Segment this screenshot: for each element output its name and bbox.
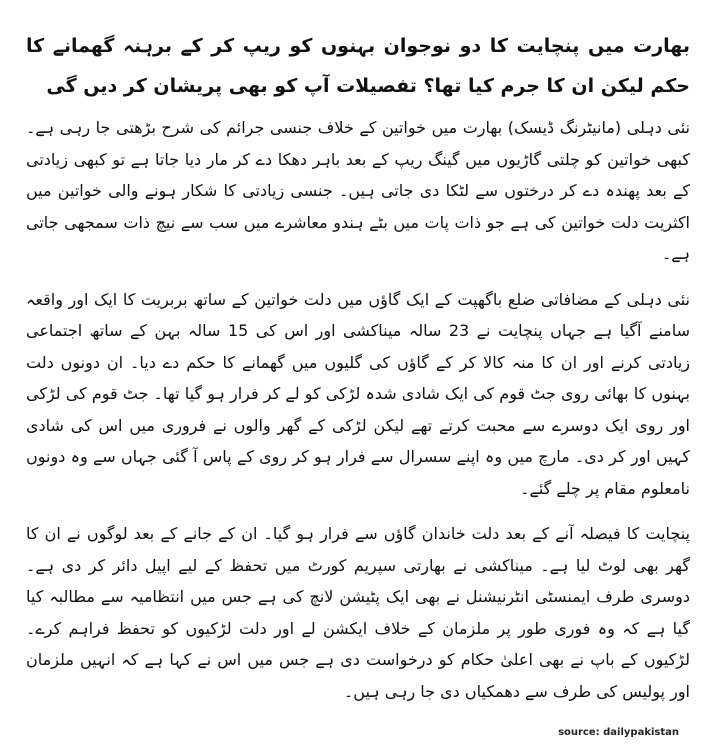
source-credit: source: dailypakistan [558,727,679,738]
headline: بھارت میں پنچایت کا دو نوجوان بہنوں کو ریپ کر کے برہنہ گھمانے کا حکم لیکن ان کا جرم کیا تھا؟ تفصیلات آپ کو بھی پریشان کر دیں گی [26,35,690,97]
paragraph-1: نئی دہلی (مانیٹرنگ ڈیسک) بھارت میں خواتین کے خلاف جنسی جرائم کی شرح بڑھتی جا رہی ہے۔ کبھی خواتین کو چلتی گاڑیوں میں گینگ ریپ کے بعد باہر دھکا دے کر مار دیا جاتا ہے تو کبھی زیادتی کے بعد پھندہ دے کر درختوں سے لٹکا دی جاتی ہیں۔ جنسی زیادتی کا شکار ہونے والی خواتین میں اکثریت دلت خواتین کی ہے جو ذات پات میں بٹے ہندو معاشرے میں سب سے نیچ ذات سمجھی جاتی ہے۔ [26,118,690,263]
paragraph-2: نئی دہلی کے مضافاتی ضلع باگھپت کے ایک گاؤں میں دلت خواتین کے ساتھ بربریت کا ایک اور واقعہ سامنے آگیا ہے جہاں پنچایت نے 23 سالہ میناکشی اور اس کی 15 سالہ بہن کے ساتھ اجتماعی زیادتی کرنے اور ان کا منہ کالا کر کے گاؤں کی گلیوں میں گھمانے کا حکم دے دیا۔ ان دونوں دلت بہنوں کا بھائی روی جٹ قوم کی ایک شادی شدہ لڑکی کو لے کر فرار ہو گیا تھا۔ جٹ قوم کی لڑکی اور روی ایک دوسرے سے محبت کرتے تھے لیکن لڑکی کے گھر والوں نے فروری میں اس کی شادی کہیں اور کر دی۔ مارچ میں وہ اپنے سسرال سے فرار ہو کر روی کے پاس آ گئی جہاں سے وہ دونوں نامعلوم مقام پر چلے گئے۔ [26,289,690,498]
article [26,26,690,721]
paragraph-3: پنچایت کا فیصلہ آنے کے بعد دلت خاندان گاؤں سے فرار ہو گیا۔ ان کے جانے کے بعد لوگوں نے ان کا گھر بھی لوٹ لیا ہے۔ میناکشی نے بھارتی سپریم کورٹ میں تحفظ کے لیے اپیل دائر کر دی ہے۔ دوسری طرف ایمنسٹی انٹرنیشنل نے بھی ایک پٹیشن لانچ کی ہے جس میں انتظامیہ سے مطالبہ کیا گیا ہے کہ وہ فوری طور پر ملزمان کے خلاف ایکشن لے اور دلت لڑکیوں کو تحفظ فراہم کرے۔ لڑکیوں کے باپ نے بھی اعلیٰ حکام کو درخواست دی ہے جس میں اس نے کہا ہے کہ انہیں ملزمان اور پولیس کی طرف سے دھمکیاں دی جا رہی ہیں۔ [26,524,690,701]
